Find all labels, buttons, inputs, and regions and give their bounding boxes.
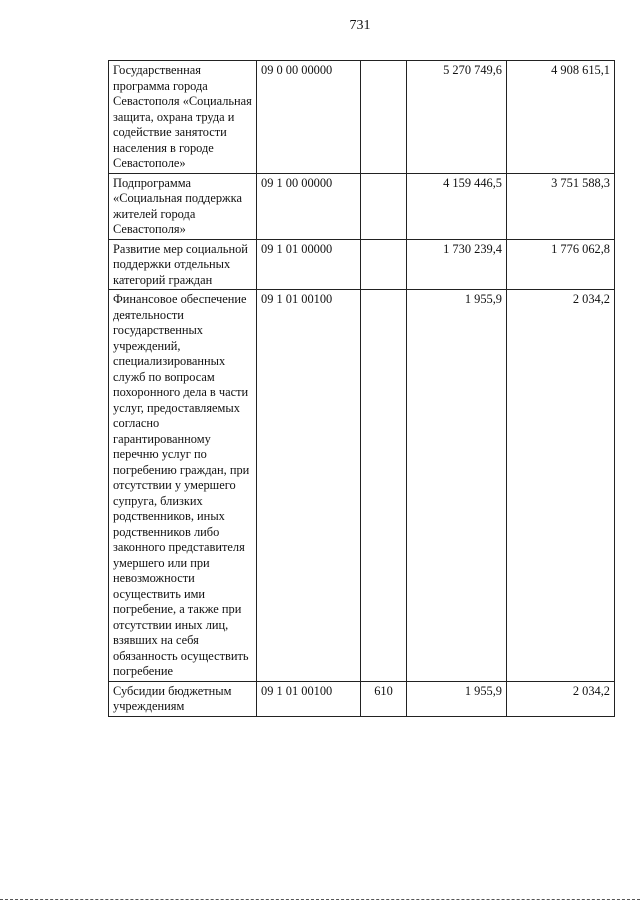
row-value-2: 4 908 615,1 xyxy=(507,61,615,174)
row-kind xyxy=(361,61,407,174)
table-row xyxy=(109,681,615,716)
row-value-2: 2 034,2 xyxy=(507,681,615,716)
row-kind xyxy=(361,173,407,239)
row-code: 09 0 00 00000 xyxy=(257,61,361,174)
row-code: 09 1 01 00100 xyxy=(257,290,361,682)
row-kind: 610 xyxy=(361,681,407,716)
row-value-1: 5 270 749,6 xyxy=(407,61,507,174)
row-name: Финансовое обеспечение деятельности государственных учреждений, специализированных служб по вопросам похоронного дела в части услуг, предоставляемых согласно гарантированному перечню услуг по погребению граждан, при отсутствии у умершего супруга, близких родственников, иных родственников либо законного представителя умершего или при невозможности осуществить ими погребение, а также при отсутствии иных лиц, взявших на себя обязанность осуществить погребение xyxy=(109,290,257,682)
table-row xyxy=(109,290,615,682)
row-value-2: 1 776 062,8 xyxy=(507,239,615,290)
row-value-2: 3 751 588,3 xyxy=(507,173,615,239)
budget-table xyxy=(108,60,615,717)
page-edge-divider xyxy=(0,899,640,900)
row-value-1: 1 730 239,4 xyxy=(407,239,507,290)
row-code: 09 1 01 00000 xyxy=(257,239,361,290)
row-name: Подпрограмма «Социальная поддержка жителей города Севастополя» xyxy=(109,173,257,239)
table-row xyxy=(109,61,615,174)
row-value-2: 2 034,2 xyxy=(507,290,615,682)
row-kind xyxy=(361,290,407,682)
row-kind xyxy=(361,239,407,290)
row-name: Развитие мер социальной поддержки отдельных категорий граждан xyxy=(109,239,257,290)
row-code: 09 1 01 00100 xyxy=(257,681,361,716)
row-value-1: 1 955,9 xyxy=(407,681,507,716)
row-value-1: 4 159 446,5 xyxy=(407,173,507,239)
row-name: Субсидии бюджетным учреждениям xyxy=(109,681,257,716)
page-number: 731 xyxy=(349,18,371,33)
table-row xyxy=(109,173,615,239)
table-row xyxy=(109,239,615,290)
row-value-1: 1 955,9 xyxy=(407,290,507,682)
row-name: Государственная программа города Севастополя «Социальная защита, охрана труда и содействие занятости населения в городе Севастополе» xyxy=(109,61,257,174)
row-code: 09 1 00 00000 xyxy=(257,173,361,239)
